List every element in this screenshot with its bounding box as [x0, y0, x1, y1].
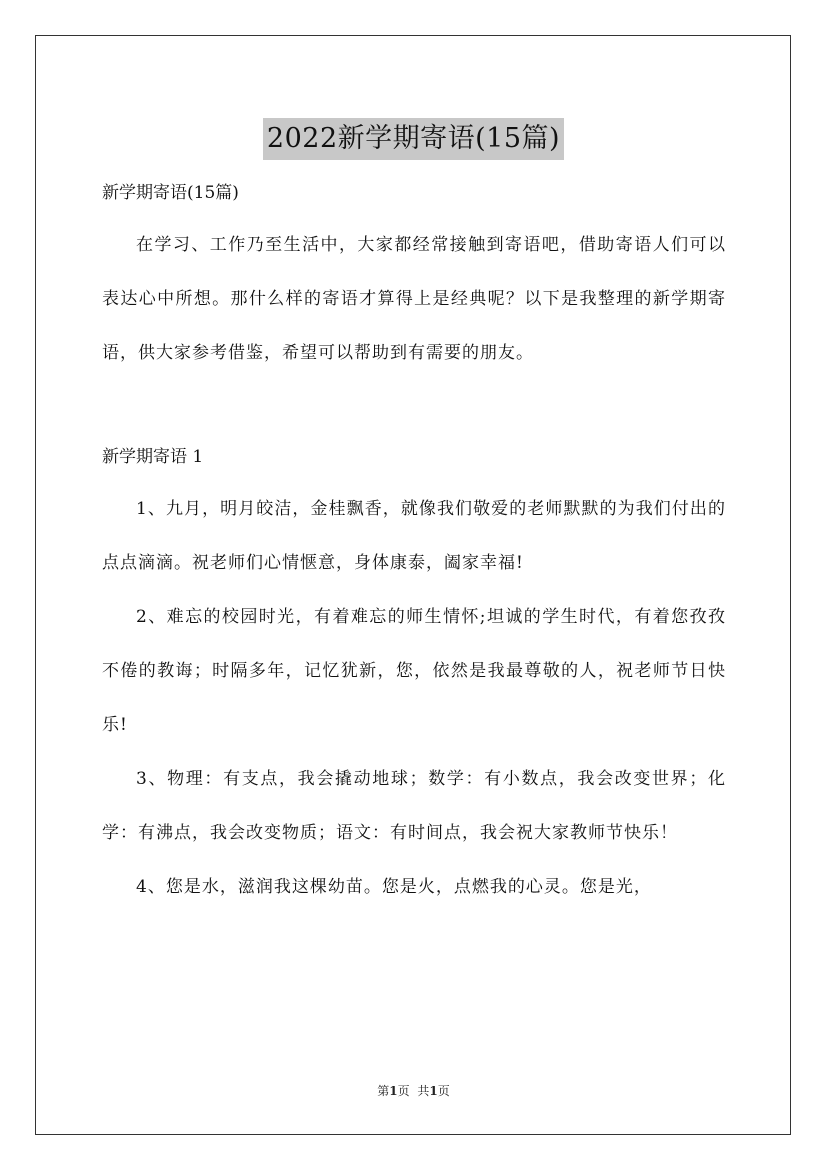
list-item: 4、您是水，滋润我这棵幼苗。您是火，点燃我的心灵。您是光，: [136, 877, 652, 897]
document-title: 2022新学期寄语(15篇): [263, 118, 564, 160]
spacer: [102, 380, 726, 432]
title-wrap: [0, 100, 827, 178]
total-pages: 1: [429, 1084, 438, 1098]
page-suffix: 页: [397, 1084, 410, 1098]
list-item: 1、九月，明月皎洁，金桂飘香，就像我们敬爱的老师默默的为我们付出的点点滴滴。祝老师们心情惬意，身体康泰，阖家幸福!: [102, 499, 726, 573]
page-prefix: 第: [377, 1084, 390, 1098]
page-footer: [0, 1081, 827, 1101]
total-suffix: 页: [437, 1084, 450, 1098]
section-heading: 新学期寄语 1: [102, 447, 204, 467]
document-body: [102, 168, 726, 914]
page-number: 1: [389, 1084, 398, 1098]
list-item: 2、难忘的校园时光，有着难忘的师生情怀;坦诚的学生时代，有着您孜孜不倦的教诲；时隔多年，记忆犹新，您，依然是我最尊敬的人，祝老师节日快乐!: [102, 607, 726, 735]
intro-paragraph: 在学习、工作乃至生活中，大家都经常接触到寄语吧，借助寄语人们可以表达心中所想。那什么样的寄语才算得上是经典呢？以下是我整理的新学期寄语，供大家参考借鉴，希望可以帮助到有需要的朋友。: [102, 235, 726, 363]
document-subtitle: 新学期寄语(15篇): [102, 183, 239, 203]
list-item: 3、物理：有支点，我会撬动地球；数学：有小数点，我会改变世界；化学：有沸点，我会改变物质；语文：有时间点，我会祝大家教师节快乐！: [102, 769, 726, 843]
total-prefix: 共: [417, 1084, 430, 1098]
